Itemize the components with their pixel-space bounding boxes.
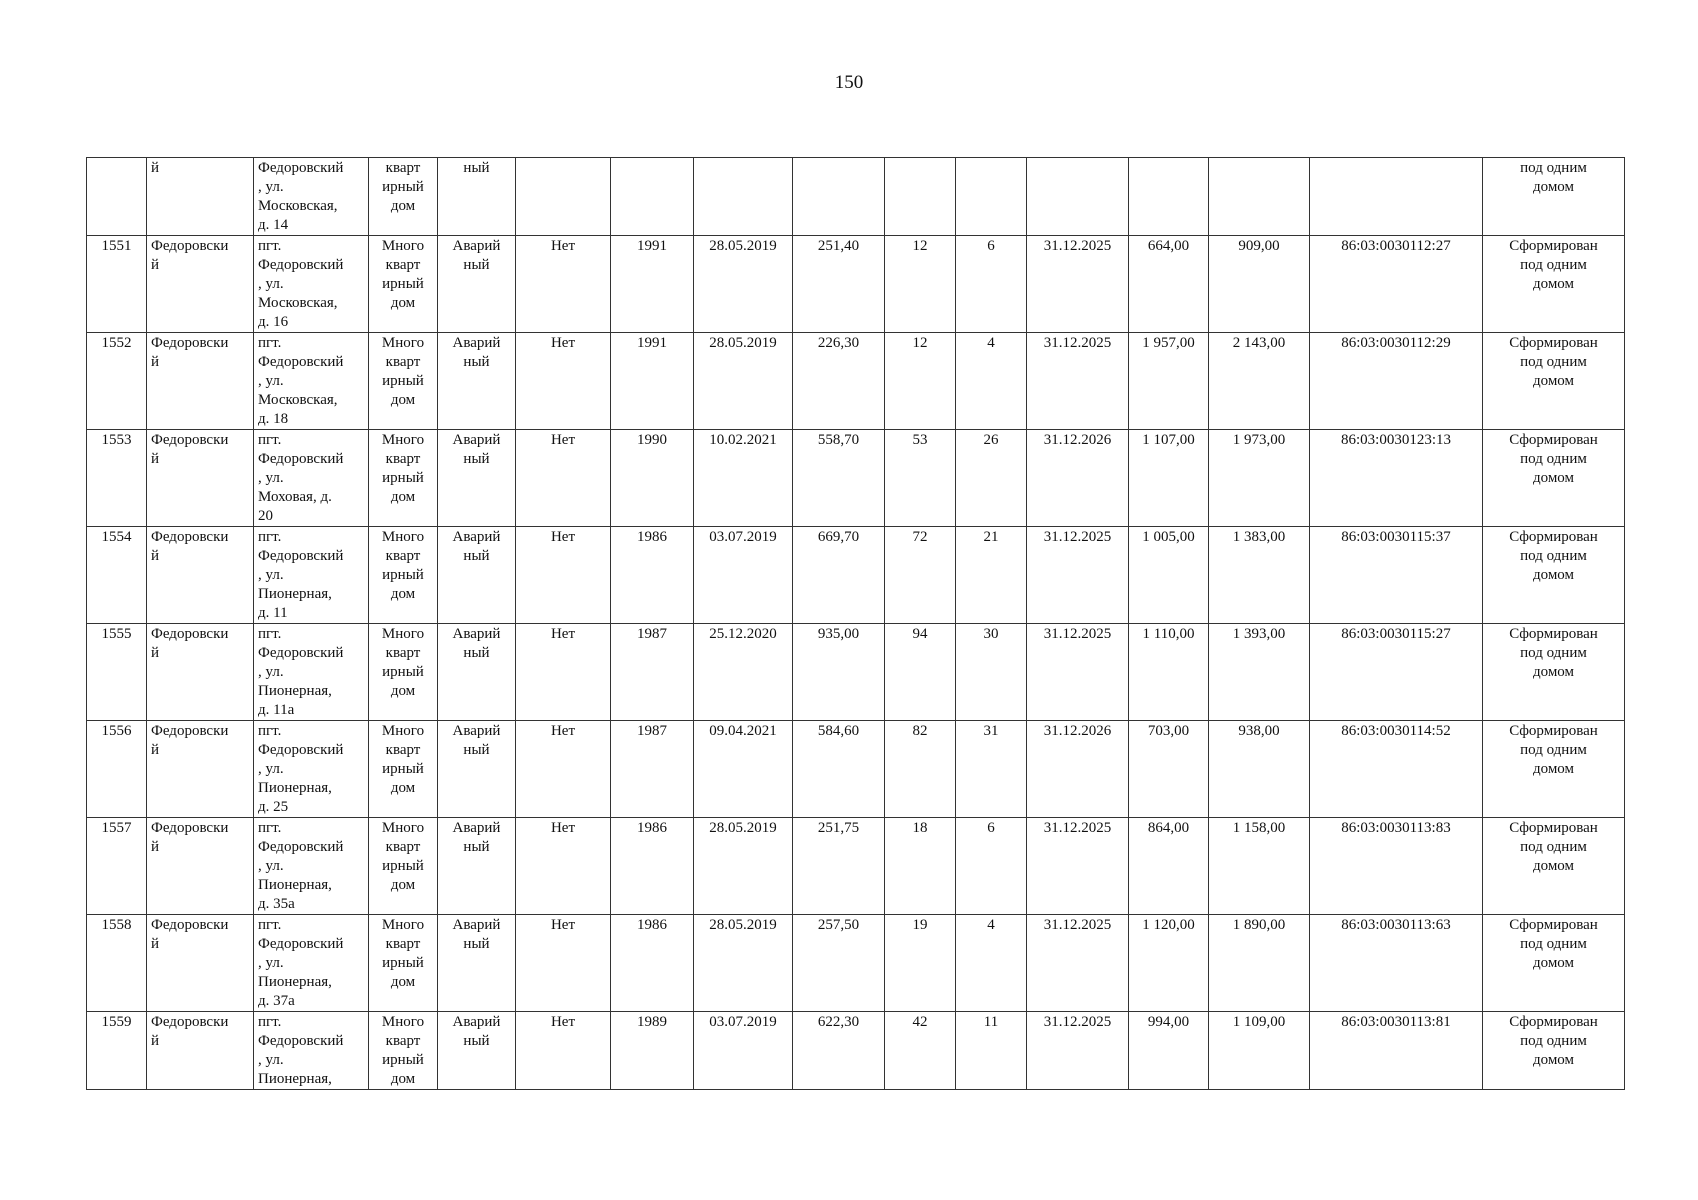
area-cell: 584,60	[793, 721, 885, 818]
year-cell: 1991	[611, 333, 694, 430]
address-cell: пгт. Федоровский , ул. Пионерная,	[254, 1012, 369, 1090]
area-cell: 251,40	[793, 236, 885, 333]
cadastral-number-cell: 86:03:0030113:81	[1310, 1012, 1483, 1090]
note-cell: Сформирован под одним домом	[1483, 818, 1625, 915]
flag-cell: Нет	[516, 624, 611, 721]
area-cell: 257,50	[793, 915, 885, 1012]
residents-cell: 82	[885, 721, 956, 818]
row-number: 1555	[87, 624, 147, 721]
residents-cell: 42	[885, 1012, 956, 1090]
resettlement-deadline-cell: 31.12.2025	[1027, 333, 1129, 430]
recognition-date-cell: 28.05.2019	[694, 333, 793, 430]
recognition-date-cell: 28.05.2019	[694, 236, 793, 333]
recognition-date-cell: 25.12.2020	[694, 624, 793, 721]
value-1-cell: 864,00	[1129, 818, 1209, 915]
value-1-cell: 1 005,00	[1129, 527, 1209, 624]
residents-cell: 12	[885, 236, 956, 333]
year-cell: 1986	[611, 527, 694, 624]
building-type-cell: Много кварт ирный дом	[369, 236, 438, 333]
municipality-cell: Федоровски й	[147, 818, 254, 915]
cadastral-number-cell: 86:03:0030123:13	[1310, 430, 1483, 527]
resettlement-deadline-cell: 31.12.2025	[1027, 624, 1129, 721]
year-cell: 1987	[611, 721, 694, 818]
housing-registry-table	[86, 157, 1625, 1090]
table-row	[87, 158, 1625, 236]
building-type-cell: Много кварт ирный дом	[369, 1012, 438, 1090]
recognition-date-cell: 28.05.2019	[694, 818, 793, 915]
residents-cell: 19	[885, 915, 956, 1012]
value-2-cell: 1 393,00	[1209, 624, 1310, 721]
area-cell: 226,30	[793, 333, 885, 430]
resettlement-deadline-cell: 31.12.2025	[1027, 1012, 1129, 1090]
year-cell: 1991	[611, 236, 694, 333]
year-cell	[611, 158, 694, 236]
flag-cell	[516, 158, 611, 236]
cadastral-number-cell: 86:03:0030113:83	[1310, 818, 1483, 915]
building-type-cell: Много кварт ирный дом	[369, 527, 438, 624]
area-cell: 622,30	[793, 1012, 885, 1090]
premises-cell: 4	[956, 915, 1027, 1012]
value-2-cell: 1 973,00	[1209, 430, 1310, 527]
row-number: 1557	[87, 818, 147, 915]
value-1-cell: 664,00	[1129, 236, 1209, 333]
cadastral-number-cell: 86:03:0030114:52	[1310, 721, 1483, 818]
resettlement-deadline-cell: 31.12.2025	[1027, 915, 1129, 1012]
table-row	[87, 721, 1625, 818]
year-cell: 1986	[611, 818, 694, 915]
municipality-cell: Федоровски й	[147, 430, 254, 527]
residents-cell: 72	[885, 527, 956, 624]
value-2-cell: 1 383,00	[1209, 527, 1310, 624]
residents-cell: 53	[885, 430, 956, 527]
condition-cell: Аварий ный	[438, 721, 516, 818]
condition-cell: Аварий ный	[438, 430, 516, 527]
year-cell: 1989	[611, 1012, 694, 1090]
flag-cell: Нет	[516, 1012, 611, 1090]
municipality-cell: Федоровски й	[147, 333, 254, 430]
cadastral-number-cell: 86:03:0030115:37	[1310, 527, 1483, 624]
premises-cell: 4	[956, 333, 1027, 430]
table-row	[87, 818, 1625, 915]
municipality-cell: Федоровски й	[147, 915, 254, 1012]
recognition-date-cell: 03.07.2019	[694, 1012, 793, 1090]
row-number: 1553	[87, 430, 147, 527]
building-type-cell: Много кварт ирный дом	[369, 818, 438, 915]
address-cell: пгт. Федоровский , ул. Пионерная, д. 35а	[254, 818, 369, 915]
premises-cell: 6	[956, 236, 1027, 333]
residents-cell	[885, 158, 956, 236]
municipality-cell: Федоровски й	[147, 527, 254, 624]
value-2-cell	[1209, 158, 1310, 236]
note-cell: под одним домом	[1483, 158, 1625, 236]
cadastral-number-cell: 86:03:0030115:27	[1310, 624, 1483, 721]
cadastral-number-cell: 86:03:0030112:29	[1310, 333, 1483, 430]
flag-cell: Нет	[516, 527, 611, 624]
address-cell: пгт. Федоровский , ул. Пионерная, д. 11	[254, 527, 369, 624]
municipality-cell: й	[147, 158, 254, 236]
municipality-cell: Федоровски й	[147, 1012, 254, 1090]
page-number: 150	[834, 72, 864, 93]
residents-cell: 18	[885, 818, 956, 915]
condition-cell: Аварий ный	[438, 1012, 516, 1090]
municipality-cell: Федоровски й	[147, 624, 254, 721]
table-row	[87, 527, 1625, 624]
address-cell: пгт. Федоровский , ул. Пионерная, д. 11а	[254, 624, 369, 721]
resettlement-deadline-cell: 31.12.2026	[1027, 721, 1129, 818]
area-cell: 935,00	[793, 624, 885, 721]
premises-cell: 26	[956, 430, 1027, 527]
flag-cell: Нет	[516, 721, 611, 818]
flag-cell: Нет	[516, 333, 611, 430]
table-row	[87, 236, 1625, 333]
table-row	[87, 1012, 1625, 1090]
recognition-date-cell: 03.07.2019	[694, 527, 793, 624]
note-cell: Сформирован под одним домом	[1483, 430, 1625, 527]
premises-cell: 31	[956, 721, 1027, 818]
address-cell: пгт. Федоровский , ул. Пионерная, д. 37а	[254, 915, 369, 1012]
row-number	[87, 158, 147, 236]
condition-cell: Аварий ный	[438, 236, 516, 333]
value-1-cell: 994,00	[1129, 1012, 1209, 1090]
premises-cell: 21	[956, 527, 1027, 624]
flag-cell: Нет	[516, 430, 611, 527]
flag-cell: Нет	[516, 818, 611, 915]
building-type-cell: Много кварт ирный дом	[369, 430, 438, 527]
recognition-date-cell	[694, 158, 793, 236]
resettlement-deadline-cell: 31.12.2025	[1027, 236, 1129, 333]
building-type-cell: Много кварт ирный дом	[369, 333, 438, 430]
municipality-cell: Федоровски й	[147, 236, 254, 333]
value-2-cell: 1 890,00	[1209, 915, 1310, 1012]
note-cell: Сформирован под одним домом	[1483, 333, 1625, 430]
value-1-cell: 1 120,00	[1129, 915, 1209, 1012]
table-row	[87, 624, 1625, 721]
premises-cell: 6	[956, 818, 1027, 915]
value-2-cell: 938,00	[1209, 721, 1310, 818]
building-type-cell: Много кварт ирный дом	[369, 721, 438, 818]
residents-cell: 12	[885, 333, 956, 430]
area-cell: 669,70	[793, 527, 885, 624]
note-cell: Сформирован под одним домом	[1483, 236, 1625, 333]
table-row	[87, 430, 1625, 527]
resettlement-deadline-cell: 31.12.2025	[1027, 527, 1129, 624]
year-cell: 1987	[611, 624, 694, 721]
municipality-cell: Федоровски й	[147, 721, 254, 818]
table-body	[87, 158, 1625, 1090]
note-cell: Сформирован под одним домом	[1483, 1012, 1625, 1090]
address-cell: пгт. Федоровский , ул. Московская, д. 18	[254, 333, 369, 430]
row-number: 1556	[87, 721, 147, 818]
value-2-cell: 909,00	[1209, 236, 1310, 333]
residents-cell: 94	[885, 624, 956, 721]
address-cell: пгт. Федоровский , ул. Моховая, д. 20	[254, 430, 369, 527]
cadastral-number-cell	[1310, 158, 1483, 236]
table-row	[87, 333, 1625, 430]
building-type-cell: кварт ирный дом	[369, 158, 438, 236]
building-type-cell: Много кварт ирный дом	[369, 915, 438, 1012]
row-number: 1554	[87, 527, 147, 624]
year-cell: 1990	[611, 430, 694, 527]
resettlement-deadline-cell: 31.12.2025	[1027, 818, 1129, 915]
flag-cell: Нет	[516, 915, 611, 1012]
value-1-cell: 1 110,00	[1129, 624, 1209, 721]
area-cell: 251,75	[793, 818, 885, 915]
row-number: 1551	[87, 236, 147, 333]
row-number: 1558	[87, 915, 147, 1012]
condition-cell: Аварий ный	[438, 527, 516, 624]
value-1-cell: 1 107,00	[1129, 430, 1209, 527]
recognition-date-cell: 10.02.2021	[694, 430, 793, 527]
note-cell: Сформирован под одним домом	[1483, 721, 1625, 818]
resettlement-deadline-cell: 31.12.2026	[1027, 430, 1129, 527]
year-cell: 1986	[611, 915, 694, 1012]
note-cell: Сформирован под одним домом	[1483, 624, 1625, 721]
address-cell: пгт. Федоровский , ул. Московская, д. 16	[254, 236, 369, 333]
value-1-cell	[1129, 158, 1209, 236]
flag-cell: Нет	[516, 236, 611, 333]
premises-cell: 30	[956, 624, 1027, 721]
area-cell	[793, 158, 885, 236]
note-cell: Сформирован под одним домом	[1483, 915, 1625, 1012]
address-cell: Федоровский , ул. Московская, д. 14	[254, 158, 369, 236]
table-row	[87, 915, 1625, 1012]
recognition-date-cell: 28.05.2019	[694, 915, 793, 1012]
note-cell: Сформирован под одним домом	[1483, 527, 1625, 624]
condition-cell: ный	[438, 158, 516, 236]
row-number: 1552	[87, 333, 147, 430]
cadastral-number-cell: 86:03:0030113:63	[1310, 915, 1483, 1012]
value-1-cell: 703,00	[1129, 721, 1209, 818]
resettlement-deadline-cell	[1027, 158, 1129, 236]
value-2-cell: 2 143,00	[1209, 333, 1310, 430]
recognition-date-cell: 09.04.2021	[694, 721, 793, 818]
area-cell: 558,70	[793, 430, 885, 527]
condition-cell: Аварий ный	[438, 624, 516, 721]
row-number: 1559	[87, 1012, 147, 1090]
condition-cell: Аварий ный	[438, 333, 516, 430]
value-2-cell: 1 158,00	[1209, 818, 1310, 915]
condition-cell: Аварий ный	[438, 818, 516, 915]
value-2-cell: 1 109,00	[1209, 1012, 1310, 1090]
premises-cell: 11	[956, 1012, 1027, 1090]
address-cell: пгт. Федоровский , ул. Пионерная, д. 25	[254, 721, 369, 818]
building-type-cell: Много кварт ирный дом	[369, 624, 438, 721]
value-1-cell: 1 957,00	[1129, 333, 1209, 430]
condition-cell: Аварий ный	[438, 915, 516, 1012]
premises-cell	[956, 158, 1027, 236]
cadastral-number-cell: 86:03:0030112:27	[1310, 236, 1483, 333]
